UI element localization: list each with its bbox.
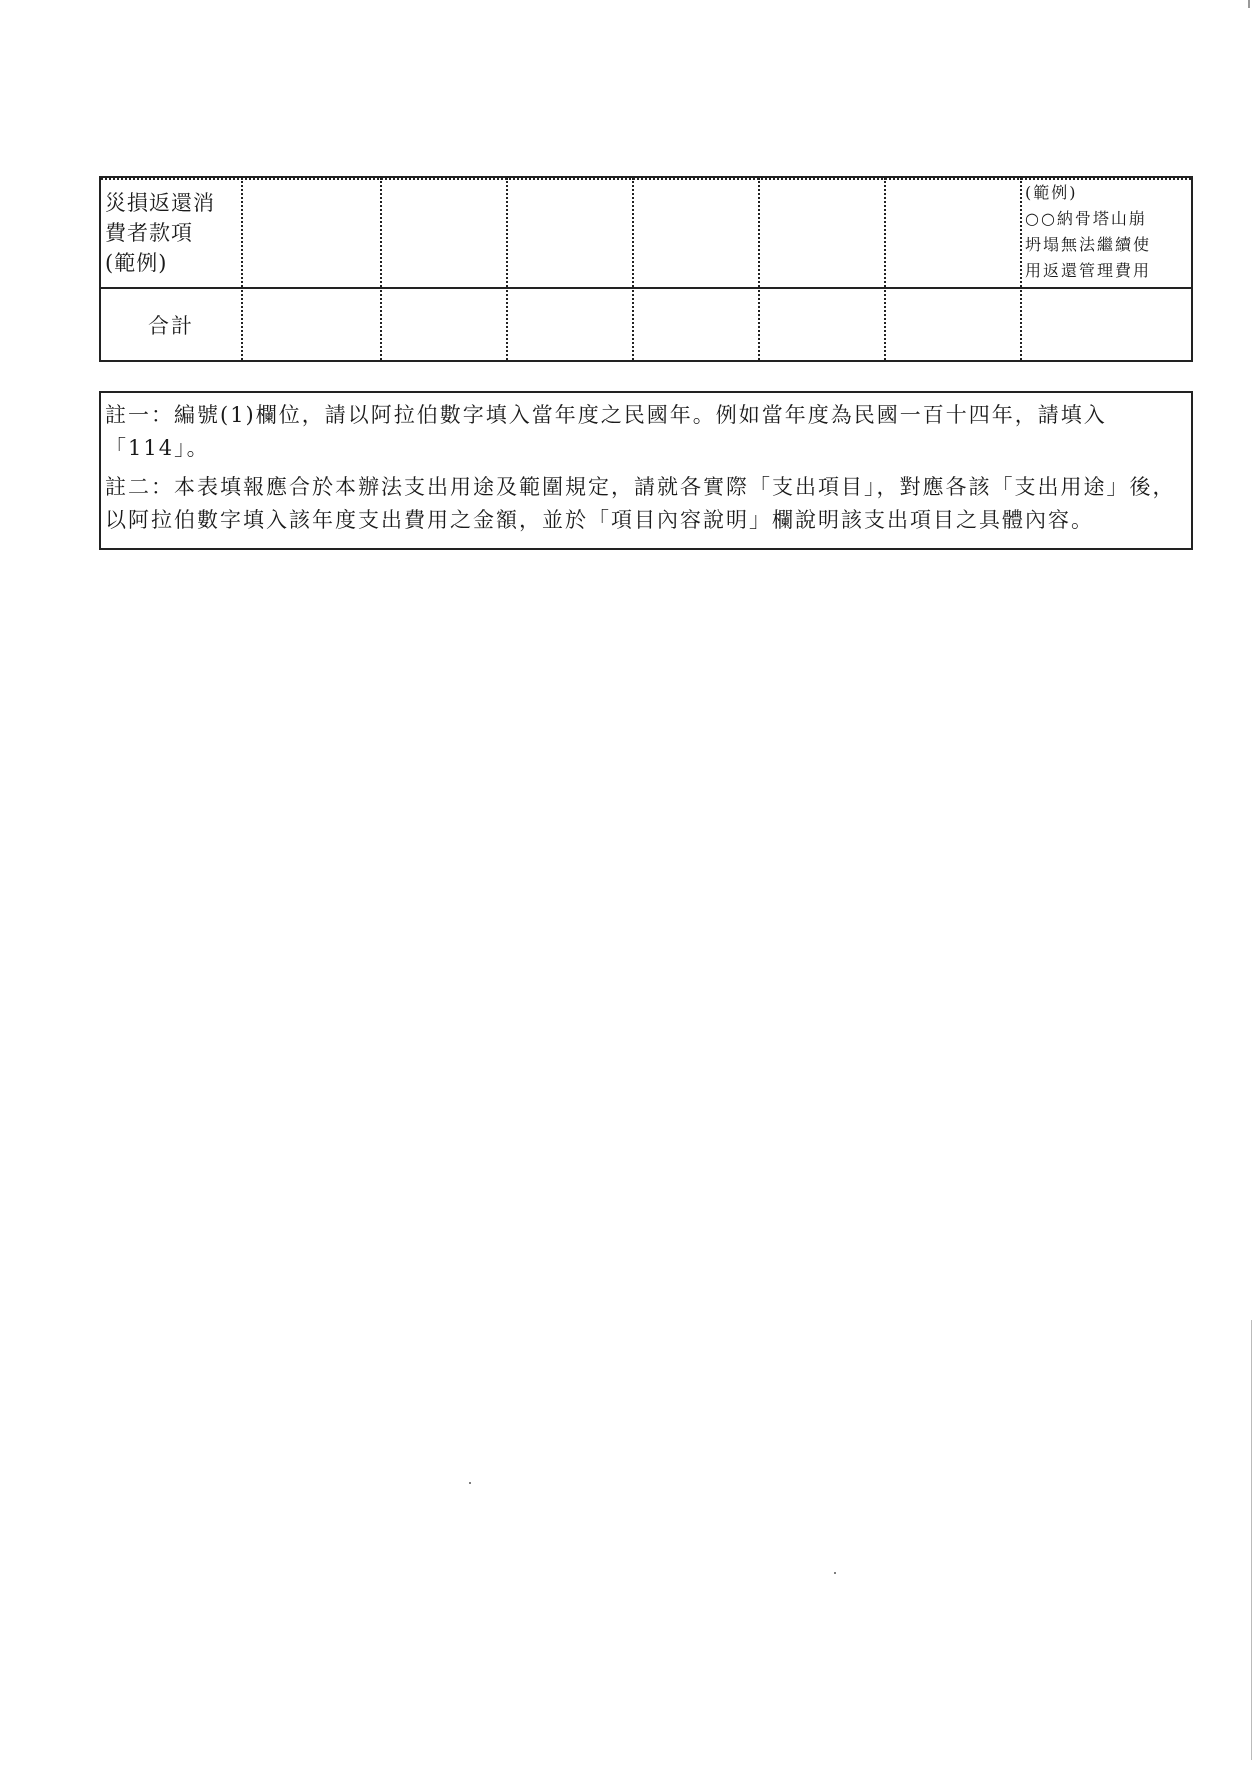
example-row-cell-1	[243, 178, 382, 287]
scan-speck	[469, 1482, 471, 1484]
example-row-cell-5	[760, 178, 886, 287]
total-row-cell-4	[634, 287, 760, 360]
total-row-cell-2	[382, 287, 508, 360]
example-row-cell-6	[886, 178, 1022, 287]
total-row-cell-6	[886, 287, 1022, 360]
total-row-cell-1	[243, 287, 382, 360]
note-1: 註一：編號(1)欄位，請以阿拉伯數字填入當年度之民國年。例如當年度為民國一百十四年，請填入「114」。	[105, 403, 1107, 460]
example-row-cell-4	[634, 178, 760, 287]
example-row-cell-2	[382, 178, 508, 287]
example-row-label-line-2: 費者款項	[105, 221, 193, 245]
total-row-cell-5	[760, 287, 886, 360]
example-description-line-4: 用返還管理費用	[1025, 261, 1152, 280]
total-row-label: 合計	[101, 287, 243, 360]
expense-table	[99, 176, 1193, 362]
example-description-line-3: 坍塌無法繼續使	[1025, 235, 1152, 254]
note-2: 註二：本表填報應合於本辦法支出用途及範圍規定，請就各實際「支出項目」，對應各該「支出用途」後，以阿拉伯數字填入該年度支出費用之金額，並於「項目內容說明」欄說明該支出項目之具體內容。	[105, 475, 1176, 532]
example-description-line-2: ○○納骨塔山崩	[1025, 209, 1147, 228]
notes-box	[99, 391, 1193, 550]
example-description-line-1: (範例)	[1025, 183, 1078, 202]
total-row-cell-3	[508, 287, 634, 360]
example-row-description	[1022, 178, 1191, 287]
total-row-description	[1022, 287, 1191, 360]
scan-edge-mark-top-right	[1248, 0, 1250, 8]
example-row-label	[101, 178, 243, 287]
example-row-cell-3	[508, 178, 634, 287]
scan-edge-line-right	[1251, 1320, 1252, 1760]
scan-speck	[834, 1572, 836, 1574]
example-row-label-line-3: (範例)	[105, 251, 168, 275]
example-row-label-line-1: 災損返還消	[105, 191, 215, 215]
